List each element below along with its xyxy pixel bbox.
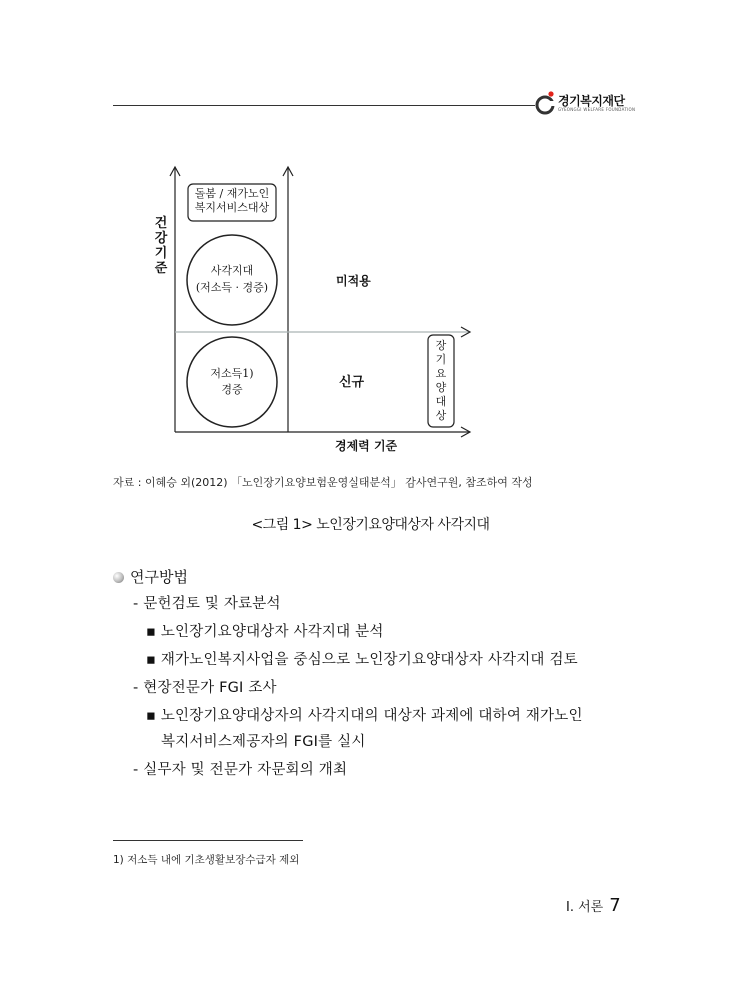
foundation-logo [534, 90, 634, 116]
logo-mark-icon [534, 90, 556, 116]
footnote: 1) 저소득 내에 기초생활보장수급자 제외 [113, 854, 300, 866]
blind-spot-diagram [110, 150, 530, 460]
lower-circle-line1: 저소득1) [210, 367, 254, 380]
methods-heading-text: 연구방법 [130, 568, 188, 586]
lower-circle-line2: 경증 [221, 383, 243, 396]
methods-heading [113, 566, 188, 587]
upper-circle-line2: (저소득 · 경증) [195, 281, 269, 294]
method-item-2-sub-1-line-1: ▪ 노인장기요양대상자의 사각지대의 대상자 과제에 대하여 재가노인 [146, 708, 583, 724]
method-item-1-sub-1: ▪ 노인장기요양대상자 사각지대 분석 [146, 624, 384, 640]
section-name: Ⅰ. 서론 [566, 900, 604, 915]
page-number: 7 [609, 895, 621, 916]
header-rule [113, 105, 535, 106]
figure-caption: <그림 1> 노인장기요양대상자 사각지대 [251, 517, 490, 533]
x-axis-label: 경제력 기준 [335, 439, 398, 453]
care-box-line1: 돌봄 / 재가노인 [194, 187, 270, 200]
org-name: 경기복지재단 [558, 94, 625, 108]
method-item-2: - 현장전문가 FGI 조사 [133, 680, 277, 696]
method-item-1-sub-2: ▪ 재가노인복지사업을 중심으로 노인장기요양대상자 사각지대 검토 [146, 652, 578, 668]
method-item-1: - 문헌검토 및 자료분석 [133, 596, 281, 612]
method-item-3: - 실무자 및 전문가 자문회의 개최 [133, 762, 348, 778]
sphere-bullet-icon [113, 572, 124, 583]
right-box-label: 장기요양대상 [435, 339, 447, 422]
upper-circle-line1: 사각지대 [210, 264, 254, 277]
page-footer [566, 895, 621, 916]
label-new: 신규 [339, 375, 365, 390]
source-note: 자료 : 이혜승 외(2012) 「노인장기요양보험운영실태분석」 감사연구원, 참조하여 작성 [113, 476, 533, 489]
care-box-line2: 복지서비스대상 [194, 201, 270, 214]
method-item-2-sub-1-line-2: 복지서비스제공자의 FGI를 실시 [161, 734, 366, 750]
label-unapplied: 미적용 [336, 274, 371, 288]
diagram-lines [110, 150, 530, 460]
y-axis-label: 건강기준 [154, 216, 168, 276]
footnote-rule [113, 840, 303, 841]
org-subtitle: GYEONGGI WELFARE FOUNDATION [558, 107, 636, 112]
